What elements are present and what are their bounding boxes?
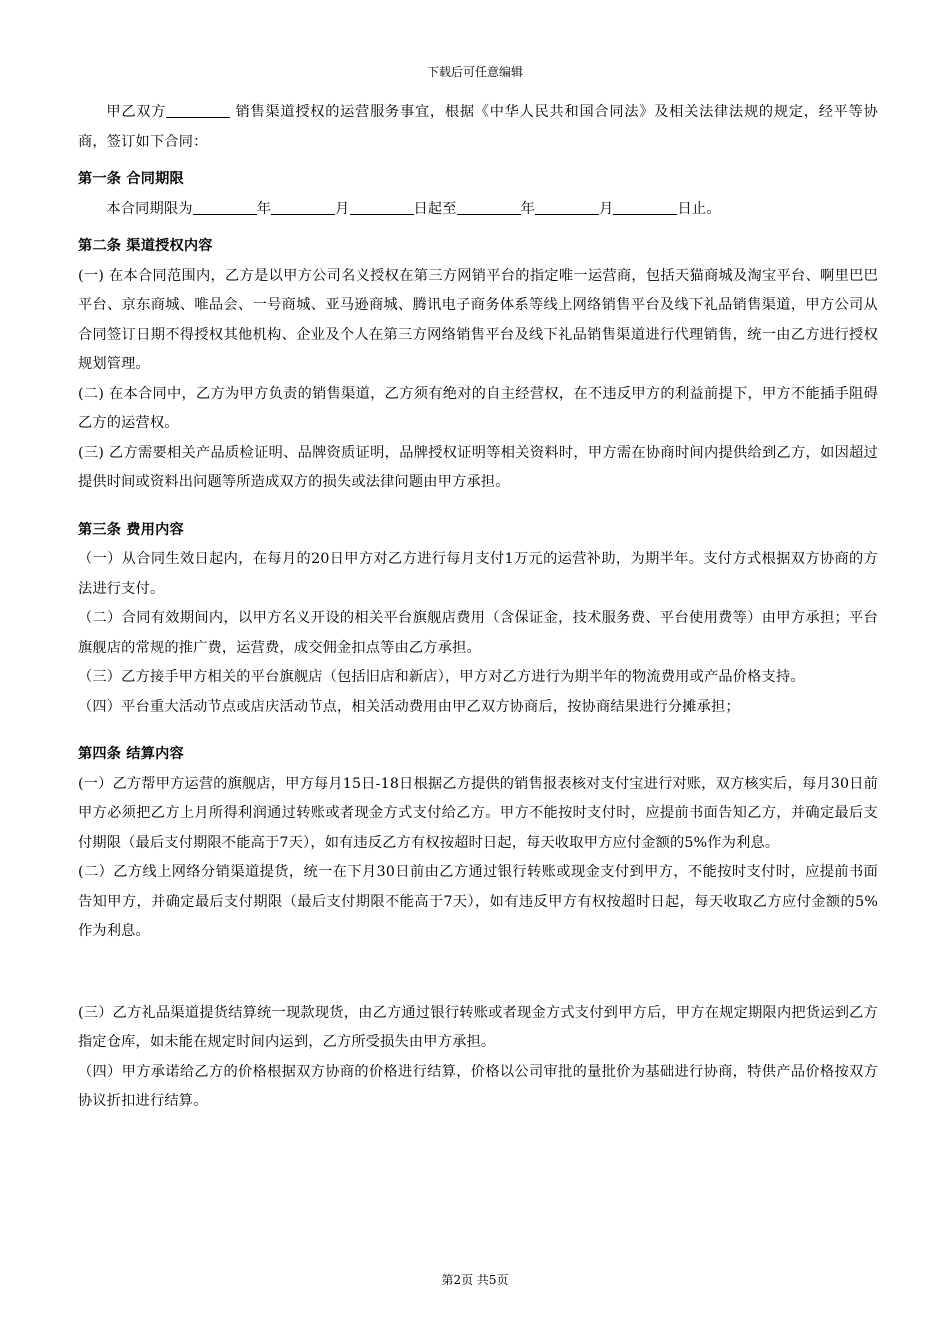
document-body <box>78 98 878 1117</box>
article3-item: （二）合同有效期间内，以甲方名义开设的相关平台旗舰店费用（含保证金，技术服务费、平台使用费等）由甲方承担；平台旗舰店的常规的推广费，运营费，成交佣金扣点等由乙方承担。 <box>78 610 878 656</box>
intro-party-label: 甲乙双方 <box>106 104 167 120</box>
term-day: 日起至 <box>413 200 457 217</box>
blank-line <box>457 198 521 215</box>
article1-title: 第一条 合同期限 <box>78 171 184 187</box>
article4-item: （四）甲方承诺给乙方的价格根据双方协商的价格进行结算，价格以公司审批的量批价为基础进行协商，特供产品价格按双方协议折扣进行结算。 <box>78 1063 878 1109</box>
blank-line <box>535 198 599 215</box>
term-day: 日止。 <box>677 200 721 217</box>
blank-line <box>193 198 257 215</box>
article4-item: (一）乙方帮甲方运营的旗舰店，甲方每月15日-18日根据乙方提供的销售报表核对支付宝进行对账，双方核实后，每月30日前甲方必须把乙方上月所得利润通过转账或者现金方式支付给乙方。甲方不能按时支付时，应提前书面告知乙方，并确定最后支付期限（最后支付期限不能高于7天），如有违反乙方有权按超时日起，每天收取甲方应付金额的5%作为利息。 <box>78 775 878 851</box>
term-month: 月 <box>599 200 614 217</box>
article3-item: （四）平台重大活动节点或店庆活动节点，相关活动费用由甲乙双方协商后，按协商结果进行分摊承担； <box>78 698 740 715</box>
article3-title: 第三条 费用内容 <box>78 521 184 538</box>
article3-item: （一）从合同生效日起内，在每月的20日甲方对乙方进行每月支付1万元的运营补助，为期半年。支付方式根据双方协商的方法进行支付。 <box>78 551 878 597</box>
intro-paragraph <box>78 98 878 157</box>
page-footer: 第2页 共5页 <box>441 1273 509 1287</box>
article2-item: (三) 乙方需要相关产品质检证明、品牌资质证明，品牌授权证明等相关资料时，甲方需在协商时间内提供给到乙方，如因超过提供时间或资料出问题等所造成双方的损失或法律问题由甲方承担。 <box>78 444 878 490</box>
article1-term <box>78 195 878 225</box>
article2-item: (一) 在本合同范围内，乙方是以甲方公司名义授权在第三方网销平台的指定唯一运营商，包括天猫商城及淘宝平台、啊里巴巴平台、京东商城、唯品会、一号商城、亚马逊商城、腾讯电子商务体系等线上网络销售平台及线下礼品销售渠道，甲方公司从合同签订日期不得授权其他机构、企业及个人在第三方网络销售平台及线下礼品销售渠道进行代理销售，统一由乙方进行授权规划管理。 <box>78 267 878 372</box>
term-month: 月 <box>335 200 350 217</box>
article2-item: (二) 在本合同中，乙方为甲方负责的销售渠道，乙方须有绝对的自主经营权，在不违反甲方的利益前提下，甲方不能插手阻碍乙方的运营权。 <box>78 385 878 431</box>
intro-text: 销售渠道授权的运营服务事宜，根据《中华人民共和国合同法》及相关法律法规的规定，经平等协商，签订如下合同： <box>78 104 878 150</box>
article3-item: （三）乙方接手甲方相关的平台旗舰店（包括旧店和新店），甲方对乙方进行为期半年的物流费用或产品价格支持。 <box>78 669 805 685</box>
term-year: 年 <box>256 200 272 217</box>
article4-item: (二）乙方线上网络分销渠道提货，统一在下月30日前由乙方通过银行转账或现金支付到甲方，不能按时支付时，应提前书面告知甲方，并确定最后支付期限（最后支付期限不能高于7天），如有违反甲方有权按超时日起，每天收取乙方应付金额的5%作为利息。 <box>78 864 878 939</box>
page-header: 下载后可任意编辑 <box>426 65 523 79</box>
blank-line <box>166 101 230 118</box>
article4-title: 第四条 结算内容 <box>78 746 184 762</box>
blank-line <box>350 198 414 215</box>
blank-line <box>271 198 335 215</box>
article2-title: 第二条 渠道授权内容 <box>78 238 213 254</box>
article4-item: (三）乙方礼品渠道提货结算统一现款现货，由乙方通过银行转账或者现金方式支付到甲方后，甲方在规定期限内把货运到乙方指定仓库，如未能在规定时间内运到，乙方所受损失由甲方承担。 <box>78 1004 878 1050</box>
blank-line <box>613 198 677 215</box>
term-lead: 本合同期限为 <box>106 200 193 217</box>
term-year: 年 <box>520 200 536 217</box>
